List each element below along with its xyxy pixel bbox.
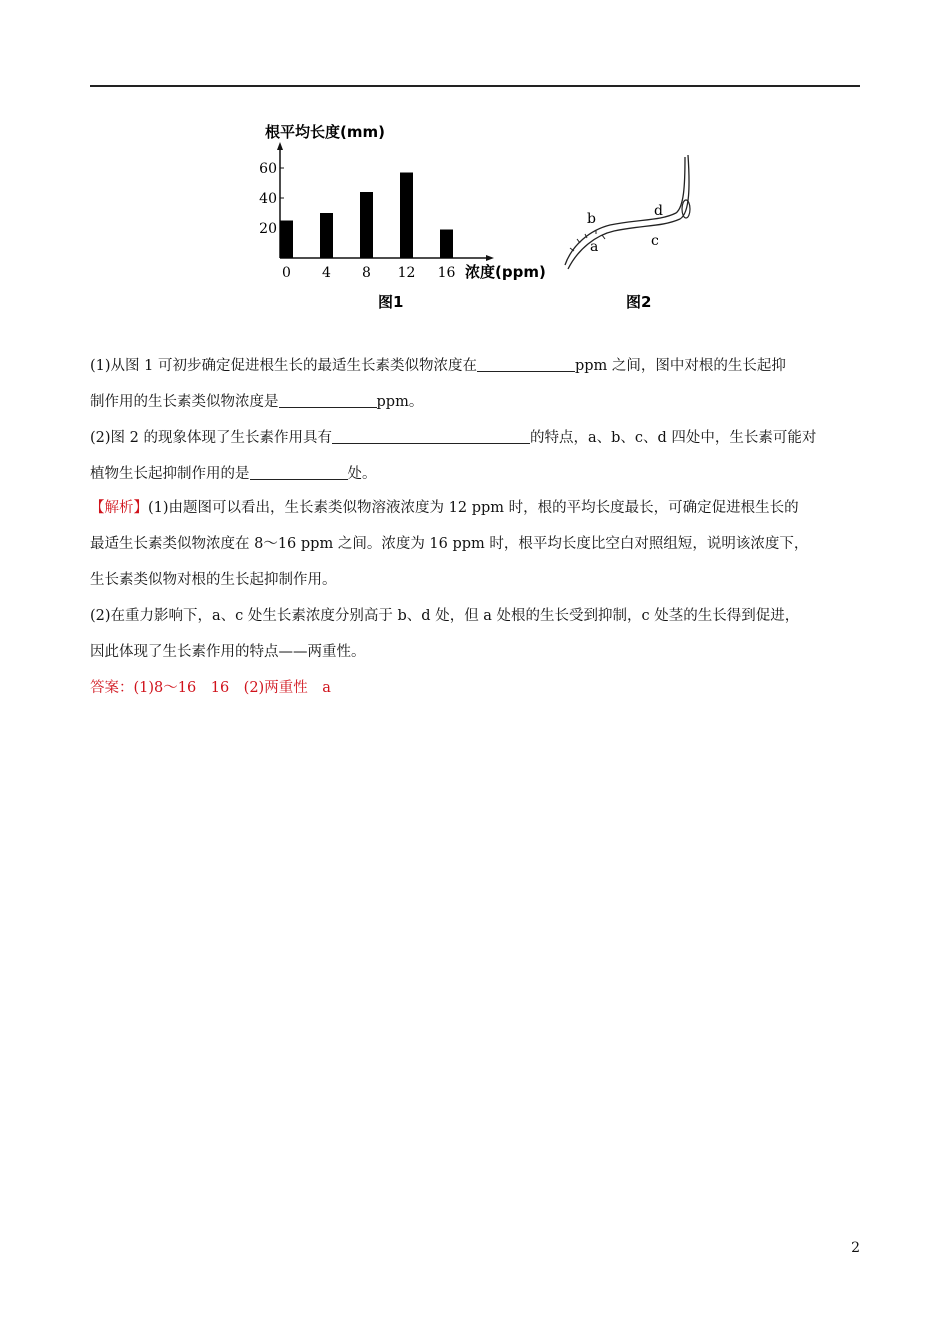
bar-12 xyxy=(400,173,413,259)
header-rule xyxy=(90,85,860,87)
analysis-section xyxy=(90,490,860,670)
y-tick-label: 20 xyxy=(259,221,277,237)
label-b: b xyxy=(587,211,596,227)
question-1-line-2 xyxy=(90,384,860,420)
y-tick-label: 60 xyxy=(259,161,277,177)
bar-chart xyxy=(250,115,550,315)
answer-blank[interactable] xyxy=(477,353,575,372)
q1-text-b: ppm 之间，图中对根的生长起抑 xyxy=(574,358,786,374)
x-tick-label: 8 xyxy=(362,265,371,281)
x-axis-arrow xyxy=(486,255,494,261)
y-tick-label: 40 xyxy=(259,191,277,207)
label-d: d xyxy=(654,203,663,219)
answer-line xyxy=(90,670,860,706)
analysis-line-1 xyxy=(90,490,860,526)
answer-blank[interactable] xyxy=(279,389,377,408)
q1-text-d: ppm。 xyxy=(376,394,424,410)
analysis-line-3: 生长素类似物对根的生长起抑制作用。 xyxy=(90,572,337,588)
answer-blank[interactable] xyxy=(332,425,530,444)
label-c: c xyxy=(651,233,659,249)
bar-8 xyxy=(360,192,373,258)
question-2-line-2 xyxy=(90,456,860,492)
q2-text-a: (2)图 2 的现象体现了生长素作用具有 xyxy=(90,430,332,446)
x-tick-label: 4 xyxy=(322,265,331,281)
analysis-line-5: 因此体现了生长素作用的特点——两重性。 xyxy=(90,644,366,660)
analysis-text: (1)由题图可以看出，生长素类似物溶液浓度为 12 ppm 时，根的平均长度最长，可确定促进根生长的 xyxy=(148,500,799,516)
figure-1 xyxy=(250,115,550,315)
figure-1-caption: 图1 xyxy=(378,293,404,311)
x-tick-label: 12 xyxy=(397,265,416,281)
bar-0 xyxy=(280,221,293,259)
x-tick-label: 16 xyxy=(437,265,456,281)
analysis-line-2: 最适生长素类似物浓度在 8～16 ppm 之间。浓度为 16 ppm 时，根平均长度比空白对照组短，说明该浓度下， xyxy=(90,536,809,552)
label-a: a xyxy=(590,239,599,255)
bar-16 xyxy=(440,230,453,259)
analysis-line-4: (2)在重力影响下，a、c 处生长素浓度分别高于 b、d 处，但 a 处根的生长受到抑制，c 处茎的生长得到促进， xyxy=(90,608,800,624)
q1-text-a: (1)从图 1 可初步确定促进根生长的最适生长素类似物浓度在 xyxy=(90,358,477,374)
figure-2-caption: 图2 xyxy=(626,293,652,311)
question-2-line-1 xyxy=(90,420,860,456)
seedling-diagram xyxy=(550,145,710,315)
x-tick-label: 0 xyxy=(282,265,291,281)
question-1-line-1 xyxy=(90,348,860,384)
answer-label: 答案： xyxy=(90,680,134,696)
y-axis-arrow xyxy=(277,142,283,150)
x-axis-label: 浓度(ppm) xyxy=(465,263,546,281)
page-number: 2 xyxy=(851,1240,860,1256)
q2-text-c: 植物生长起抑制作用的是 xyxy=(90,466,250,482)
q2-text-b: 的特点，a、b、c、d 四处中，生长素可能对 xyxy=(529,430,817,446)
question-2 xyxy=(90,420,860,492)
analysis-tag: 【解析】 xyxy=(90,500,148,516)
bar-4 xyxy=(320,213,333,258)
y-axis-label: 根平均长度(mm) xyxy=(265,123,385,141)
question-1 xyxy=(90,348,860,420)
figure-2 xyxy=(550,145,710,315)
q1-text-c: 制作用的生长素类似物浓度是 xyxy=(90,394,279,410)
answer-section xyxy=(90,670,860,706)
answer-content: (1)8～16 16 (2)两重性 a xyxy=(133,680,331,696)
q2-text-d: 处。 xyxy=(347,466,377,482)
answer-blank[interactable] xyxy=(250,461,348,480)
